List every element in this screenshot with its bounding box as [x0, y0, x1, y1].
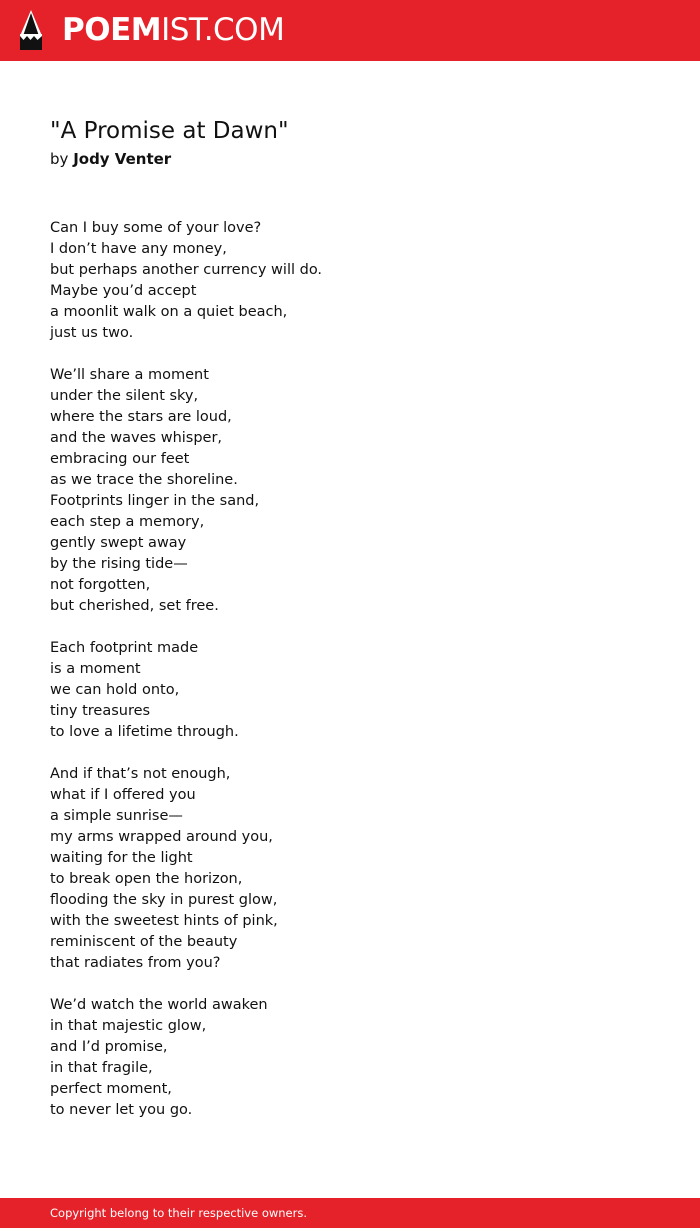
poem-line: my arms wrapped around you, — [50, 829, 273, 845]
poem-line: but perhaps another currency will do. — [50, 262, 323, 278]
poem-line: Footprints linger in the sand, — [50, 493, 260, 509]
poem-line: We’d watch the world awaken — [50, 997, 268, 1013]
poem-line: not forgotten, — [50, 577, 151, 593]
logo-bold-text: POEM — [62, 12, 162, 48]
poem-line: Maybe you’d accept — [50, 283, 197, 299]
byline — [50, 148, 171, 170]
poem-line: I don’t have any money, — [50, 241, 227, 257]
poem-line: a moonlit walk on a quiet beach, — [50, 304, 288, 320]
poem-line: just us two. — [50, 325, 134, 341]
pencil-tip-icon — [18, 9, 44, 51]
poem-line: tiny treasures — [50, 703, 151, 719]
poem-line: We’ll share a moment — [50, 367, 209, 383]
poem-body — [50, 218, 650, 1142]
site-logo[interactable] — [62, 10, 284, 50]
poem-line: as we trace the shoreline. — [50, 472, 238, 488]
copyright-notice: Copyright belong to their respective owners. — [50, 1206, 308, 1220]
author-name: Jody Venter — [73, 150, 172, 168]
poem-line: is a moment — [50, 661, 141, 677]
poem-line: by the rising tide— — [50, 556, 188, 572]
poem-line: flooding the sky in purest glow, — [50, 892, 278, 908]
poem-line: embracing our feet — [50, 451, 190, 467]
poem-line: And if that’s not enough, — [50, 766, 231, 782]
poem-line: each step a memory, — [50, 514, 205, 530]
poem-line: perfect moment, — [50, 1081, 172, 1097]
poem-line: to love a lifetime through. — [50, 724, 239, 740]
logo-light-text: IST.COM — [161, 12, 285, 48]
poem-line: gently swept away — [50, 535, 187, 551]
poem-line: to never let you go. — [50, 1102, 193, 1118]
poem-line: to break open the horizon, — [50, 871, 243, 887]
poem-line: under the silent sky, — [50, 388, 199, 404]
poem-title: "A Promise at Dawn" — [50, 118, 289, 144]
poem-stanza — [50, 995, 650, 1121]
poem-stanza — [50, 638, 650, 743]
poem-stanza — [50, 764, 650, 974]
poem-line: Each footprint made — [50, 640, 199, 656]
by-label: by — [50, 150, 69, 168]
poem-line: that radiates from you? — [50, 955, 221, 971]
poem-line: in that majestic glow, — [50, 1018, 207, 1034]
poem-stanza — [50, 218, 650, 344]
poem-line: and the waves whisper, — [50, 430, 223, 446]
poem-line: but cherished, set free. — [50, 598, 219, 614]
poem-line: and I’d promise, — [50, 1039, 168, 1055]
site-header — [0, 0, 700, 61]
poem-line: Can I buy some of your love? — [50, 220, 262, 236]
poem-line: what if I offered you — [50, 787, 196, 803]
poem-line: with the sweetest hints of pink, — [50, 913, 278, 929]
poem-stanza — [50, 365, 650, 617]
poem-line: in that fragile, — [50, 1060, 153, 1076]
poem-line: a simple sunrise— — [50, 808, 183, 824]
site-footer — [0, 1198, 700, 1228]
poem-line: waiting for the light — [50, 850, 193, 866]
poem-line: reminiscent of the beauty — [50, 934, 238, 950]
poem-line: where the stars are loud, — [50, 409, 232, 425]
poem-line: we can hold onto, — [50, 682, 180, 698]
